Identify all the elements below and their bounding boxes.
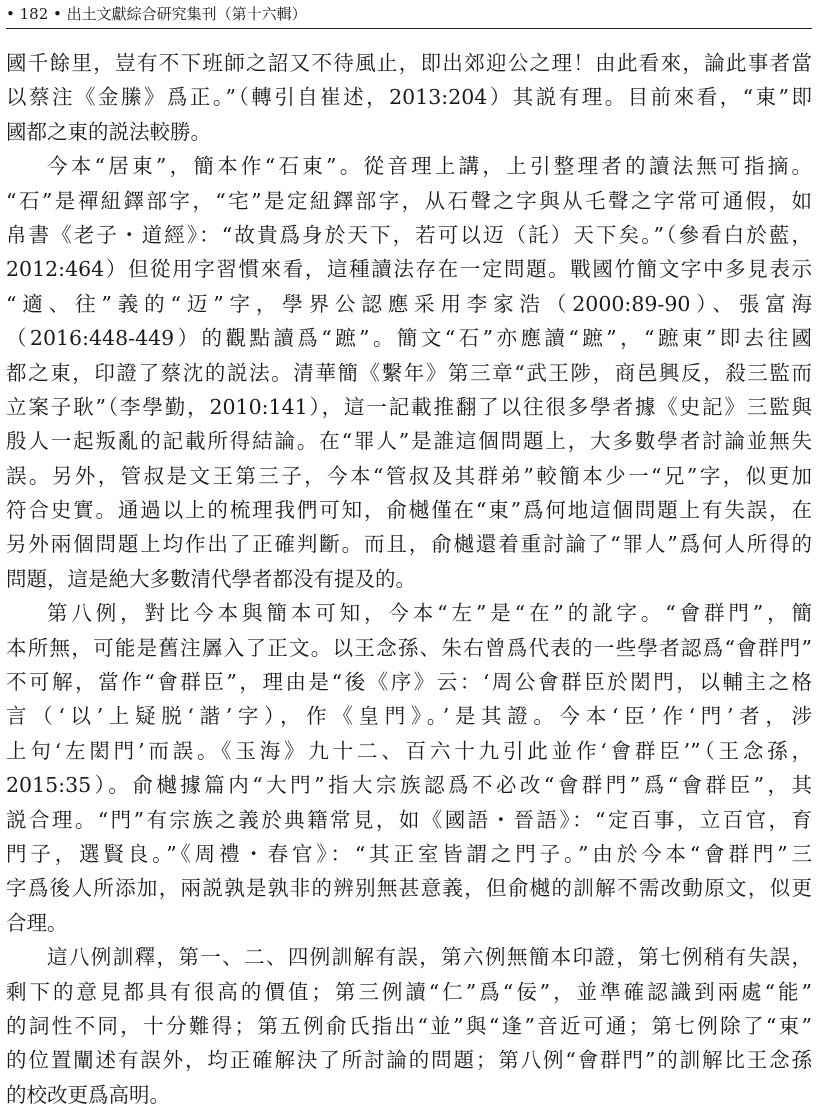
paragraph [6,596,812,940]
text-line: 這八例訓釋，第一、二、四例訓解有誤，第六例無簡本印證，第七例稍有失誤， [47,945,812,970]
text-line: 説合理。“門”有宗族之義於典籍常見，如《國語・晉語》：“定百事，立百官，育 [6,807,812,832]
text-line: 的詞性不同，十分難得；第五例俞氏指出“並”與“逢”音近可通；第七例除了“東” [6,1013,812,1038]
text-line: 立案子耿”（李學勤，2010:141），這一記載推翻了以往很多學者據《史記》三監與 [6,394,812,419]
text-line: 的位置闡述有誤外，均正確解決了所討論的問題；第八例“會群門”的訓解比王念孫 [6,1048,812,1073]
text-line: 帛書《老子・道經》：“故貴爲身於天下，若可以迈（託）天下矣。”（參看白於藍， [6,222,812,247]
text-line: 都之東，印證了蔡沈的説法。清華簡《繫年》第三章“武王陟，商邑興反，殺三監而 [6,360,812,385]
text-line: 上句‘左閎門’而誤。《玉海》九十二、百六十九引此並作‘會群臣’”（王念孫， [6,738,812,763]
text-line: 門子，選賢良。”《周禮・春官》：“其正室皆謂之門子。”由於今本“會群門”三 [6,841,812,866]
page-body [6,46,812,1112]
text-line: 本所無，可能是舊注羼入了正文。以王念孫、朱右曾爲代表的一些學者認爲“會群門” [6,635,812,660]
text-line: 誤。另外，管叔是文王第三子，今本“管叔及其群弟”較簡本少一“兄”字，似更加 [6,463,812,488]
text-line: 不可解，當作“會群臣”，理由是“後《序》云：‘周公會群臣於閎門，以輔主之格 [6,670,812,695]
text-line: 另外兩個問題上均作出了正確判斷。而且，俞樾還着重討論了“罪人”爲何人所得的 [6,532,812,557]
text-line: 國千餘里，豈有不下班師之詔又不待風止，即出郊迎公之理！由此看來，論此事者當 [6,51,812,75]
text-line: 2012:464）但從用字習慣來看，這種讀法存在一定問題。戰國竹簡文字中多見表示 [6,257,812,282]
text-line: 的校改更爲高明。 [6,1082,170,1107]
text-line: （2016:448-449）的觀點讀爲“蹠”。簡文“石”亦應讀“蹠”，“蹠東”即去往國 [6,326,812,351]
text-line: 剩下的意見都具有很高的價值；第三例讀“仁”爲“佞”，並準確認識到兩處“能” [6,979,812,1004]
text-line: 問題，這是絶大多數清代學者都没有提及的。 [6,566,416,591]
text-line: 2015:35）。俞樾據篇内“大門”指大宗族認爲不必改“會群門”爲“會群臣”，其 [6,773,812,798]
text-line: 合理。 [6,910,68,935]
paragraph [6,46,812,149]
text-line: 符合史實。通過以上的梳理我們可知，俞樾僅在“東”爲何地這個問題上有失誤，在 [6,498,812,523]
running-header-text: • 182 • 出土文獻綜合研究集刊（第十六輯） [6,5,307,23]
text-line: 殷人一起叛亂的記載所得結論。在“罪人”是誰這個問題上，大多數學者討論並無失 [6,429,812,454]
text-line: 第八例，對比今本與簡本可知，今本“左”是“在”的訛字。“會群門”，簡 [47,601,812,626]
text-line: 言（‘以’上疑脱‘諧’字），作《皇門》。’是其證。今本‘臣’作‘門’者，涉 [6,704,812,729]
text-line: 以蔡注《金縢》爲正。”（轉引自崔述，2013:204）其説有理。目前來看，“東”即 [6,85,812,110]
text-line: 今本“居東”，簡本作“石東”。從音理上講，上引整理者的讀法無可指摘。 [47,154,812,179]
running-header [6,2,812,29]
paragraph [6,149,812,596]
text-line: “石”是禪紐鐸部字，“宅”是定紐鐸部字，从石聲之字與从乇聲之字常可通假，如 [6,188,812,213]
text-line: 字爲後人所添加，兩説孰是孰非的辨别無甚意義，但俞樾的訓解不需改動原文，似更 [6,876,812,901]
text-line: 國都之東的説法較勝。 [6,119,211,144]
text-line: “適、往”義的“迈”字，學界公認應采用李家浩（2000:89-90）、張富海 [6,291,812,316]
paragraph [6,940,812,1112]
